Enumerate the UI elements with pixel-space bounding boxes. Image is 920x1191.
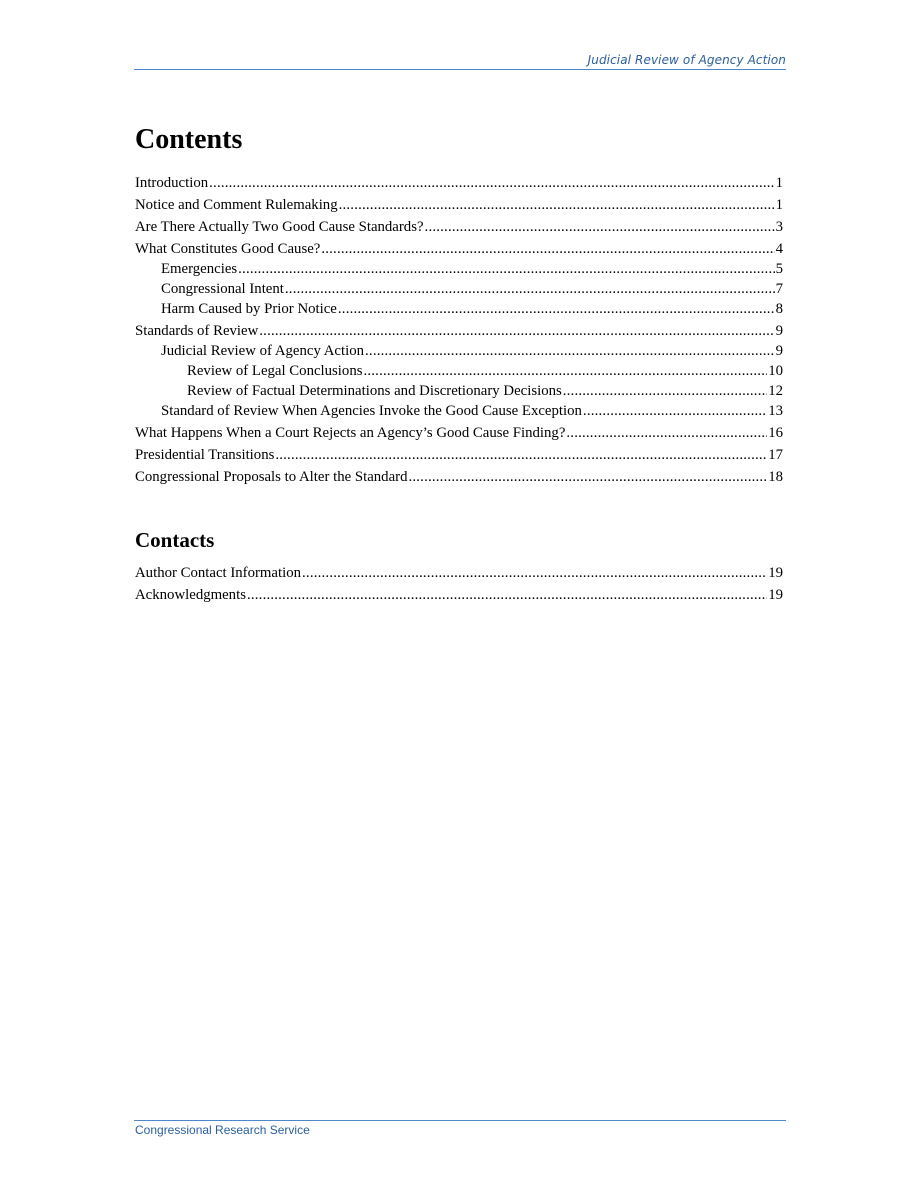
toc-entry-title: Presidential Transitions [135,447,275,463]
toc-entry-title: What Constitutes Good Cause? [135,241,321,257]
dot-leader [408,468,767,487]
toc-entry[interactable] [135,402,783,421]
toc-entry[interactable] [135,218,783,237]
header-rule [134,69,786,70]
toc-entry-title: Author Contact Information [135,565,302,581]
dot-leader [321,240,774,259]
toc-entry[interactable] [135,174,783,193]
toc-entry-title: What Happens When a Court Rejects an Agency’s Good Cause Finding? [135,425,566,441]
toc-entry-page-number: 10 [768,363,783,379]
toc-entry-page-number: 3 [775,219,783,235]
dot-leader [247,586,767,605]
toc-entry-title: Introduction [135,175,209,191]
dot-leader [425,218,775,237]
toc-entry-page-number: 12 [768,383,783,399]
toc-entry-page-number: 5 [775,261,783,277]
dot-leader [566,424,767,443]
toc-entry-page-number: 1 [775,175,783,191]
running-header-title: Judicial Review of Agency Action [587,53,786,67]
toc-entry[interactable] [135,280,783,299]
dot-leader [259,322,774,341]
toc-entry-page-number: 18 [768,469,783,485]
toc-entry[interactable] [135,300,783,319]
toc-entry-page-number: 9 [775,323,783,339]
toc-entry-page-number: 8 [775,301,783,317]
dot-leader [275,446,767,465]
toc-entry[interactable] [135,446,783,465]
toc-entry-title: Emergencies [161,261,238,277]
dot-leader [238,260,774,279]
contents-heading: Contents [135,124,243,155]
toc-entry[interactable] [135,322,783,341]
footer-organization: Congressional Research Service [135,1123,310,1137]
dot-leader [363,362,767,381]
footer-rule [134,1120,786,1121]
dot-leader [338,300,775,319]
dot-leader [339,196,775,215]
toc-entry-page-number: 7 [775,281,783,297]
toc-entry-title: Harm Caused by Prior Notice [161,301,337,317]
toc-entry-title: Standard of Review When Agencies Invoke the Good Cause Exception [161,403,582,419]
toc-entry[interactable] [135,362,783,381]
toc-entry-page-number: 1 [775,197,783,213]
toc-entry[interactable] [135,240,783,259]
toc-entry-page-number: 17 [768,447,783,463]
toc-entry-title: Judicial Review of Agency Action [161,343,365,359]
dot-leader [285,280,775,299]
toc-entry[interactable] [135,586,783,605]
contacts-heading: Contacts [135,528,215,552]
toc-entry-page-number: 13 [768,403,783,419]
toc-entry-title: Notice and Comment Rulemaking [135,197,338,213]
toc-entry[interactable] [135,260,783,279]
toc-entry-page-number: 19 [768,565,783,581]
toc-entry-title: Review of Legal Conclusions [187,363,363,379]
toc-entry[interactable] [135,468,783,487]
toc-entry-title: Review of Factual Determinations and Discretionary Decisions [187,383,562,399]
toc-entry-title: Standards of Review [135,323,259,339]
toc-entry-title: Are There Actually Two Good Cause Standards? [135,219,424,235]
toc-entry[interactable] [135,382,783,401]
dot-leader [365,342,775,361]
table-of-contents [135,174,783,487]
toc-entry-page-number: 9 [775,343,783,359]
toc-entry-page-number: 4 [775,241,783,257]
toc-entry-page-number: 19 [768,587,783,603]
dot-leader [563,382,767,401]
dot-leader [302,564,767,583]
toc-entry-title: Acknowledgments [135,587,246,603]
toc-entry[interactable] [135,424,783,443]
contacts-list [135,564,783,605]
toc-entry-title: Congressional Intent [161,281,284,297]
toc-entry[interactable] [135,342,783,361]
dot-leader [209,174,774,193]
toc-entry-title: Congressional Proposals to Alter the Standard [135,469,408,485]
dot-leader [583,402,767,421]
toc-entry[interactable] [135,196,783,215]
toc-entry[interactable] [135,564,783,583]
toc-entry-page-number: 16 [768,425,783,441]
